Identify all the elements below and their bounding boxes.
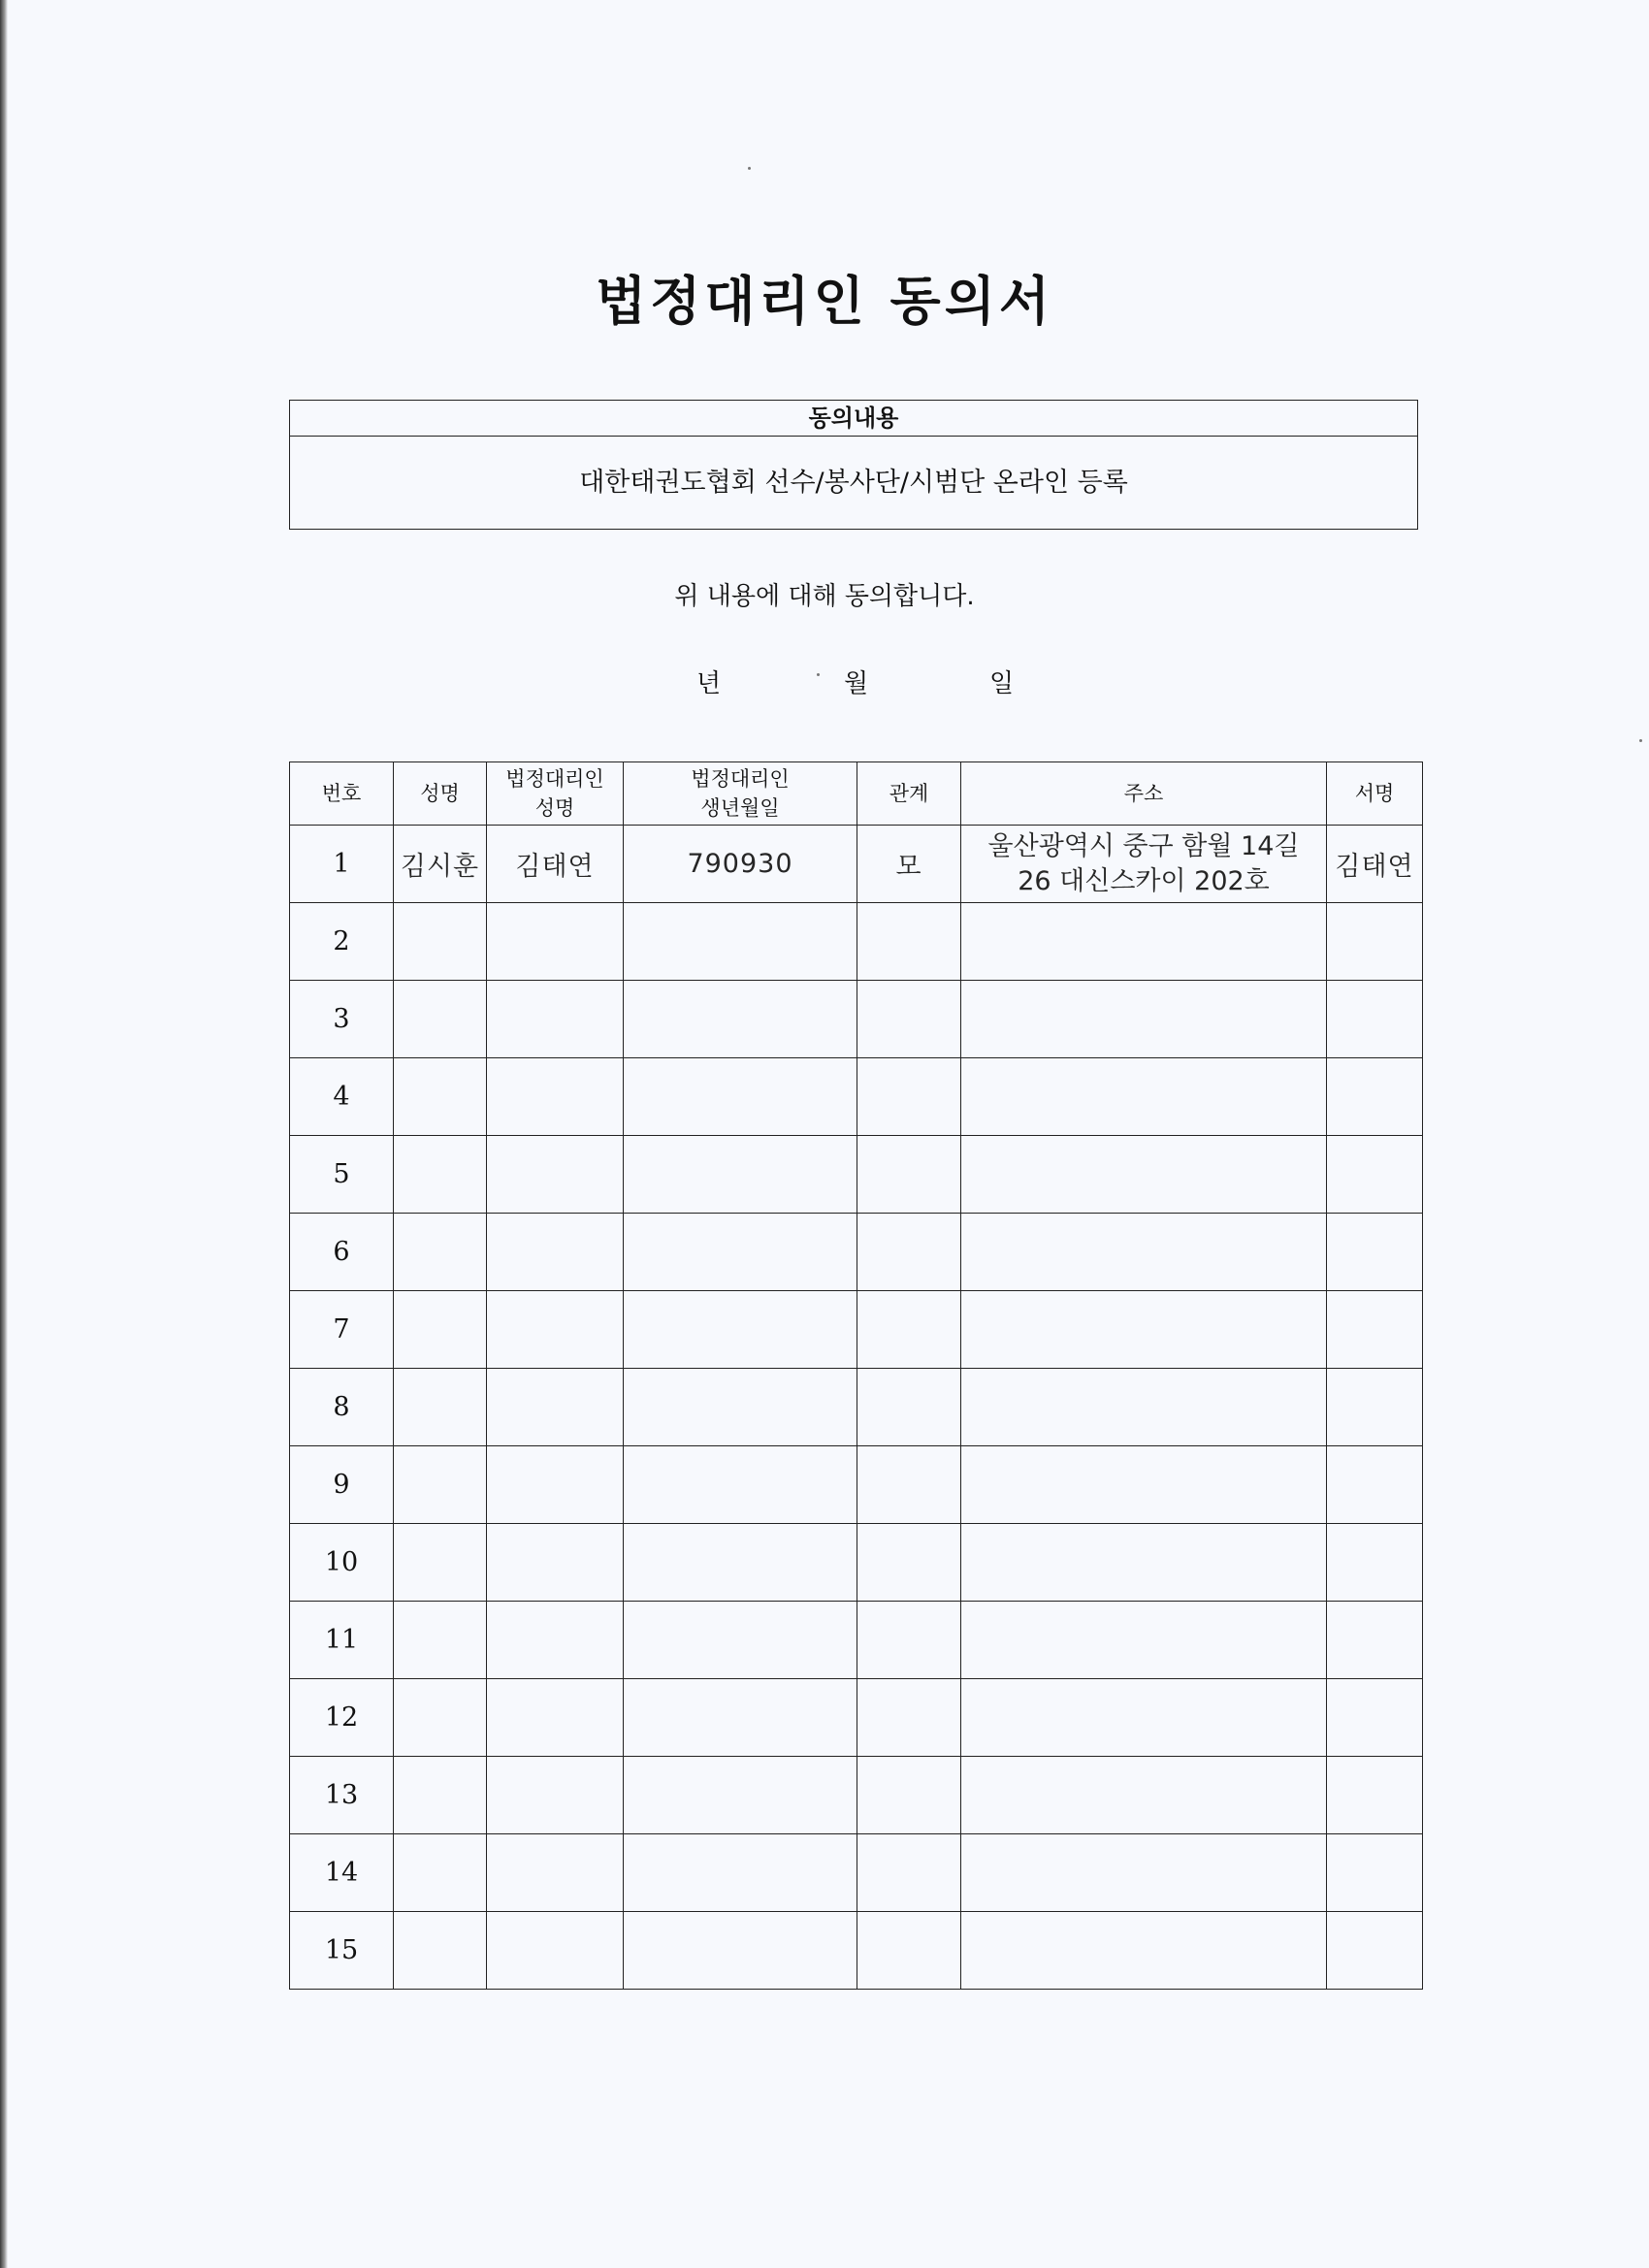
cell-address (961, 1214, 1327, 1291)
cell-signature (1327, 1136, 1423, 1214)
cell-no: 3 (290, 981, 394, 1058)
scan-edge (0, 0, 8, 2268)
cell-no: 11 (290, 1602, 394, 1679)
header-guardian-name (487, 762, 624, 826)
cell-signature (1327, 1446, 1423, 1524)
cell-guardian-birth (624, 1679, 857, 1757)
cell-signature (1327, 1524, 1423, 1602)
cell-name (394, 1912, 487, 1990)
cell-guardian-birth (624, 1291, 857, 1369)
cell-signature (1327, 981, 1423, 1058)
cell-relation (857, 1369, 961, 1446)
cell-name (394, 1058, 487, 1136)
cell-address (961, 826, 1327, 903)
cell-guardian-name (487, 1834, 624, 1912)
header-guardian-name-line2: 성명 (534, 796, 575, 820)
cell-name (394, 1757, 487, 1834)
cell-signature (1327, 1058, 1423, 1136)
cell-signature: 김태연 (1327, 826, 1423, 903)
cell-guardian-birth (624, 903, 857, 981)
header-guardian-birth (624, 762, 857, 826)
cell-guardian-birth (624, 1602, 857, 1679)
table-row (290, 1214, 1423, 1291)
cell-guardian-birth (624, 1757, 857, 1834)
table-row (290, 1602, 1423, 1679)
cell-no: 12 (290, 1679, 394, 1757)
cell-signature (1327, 1912, 1423, 1990)
table-row (290, 903, 1423, 981)
cell-name: 김시훈 (394, 826, 487, 903)
cell-address (961, 903, 1327, 981)
cell-guardian-birth (624, 1912, 857, 1990)
cell-address (961, 1446, 1327, 1524)
consent-body: 대한태권도협회 선수/봉사단/시범단 온라인 등록 (579, 468, 1128, 498)
cell-no: 15 (290, 1912, 394, 1990)
cell-address (961, 1834, 1327, 1912)
cell-relation (857, 1446, 961, 1524)
cell-address (961, 1058, 1327, 1136)
cell-name (394, 1524, 487, 1602)
roster-table (289, 761, 1423, 1990)
table-row (290, 1369, 1423, 1446)
cell-guardian-birth (624, 1058, 857, 1136)
cell-address (961, 1369, 1327, 1446)
cell-address (961, 1602, 1327, 1679)
header-guardian-name-line1: 법정대리인 (505, 767, 604, 791)
table-row (290, 1524, 1423, 1602)
table-row (290, 1912, 1423, 1990)
cell-name (394, 981, 487, 1058)
cell-address (961, 1136, 1327, 1214)
page-title: 법정대리인 동의서 (595, 271, 1054, 332)
table-row (290, 826, 1423, 903)
cell-guardian-birth (624, 1369, 857, 1446)
cell-no: 14 (290, 1834, 394, 1912)
cell-guardian-name (487, 1912, 624, 1990)
cell-signature (1327, 1291, 1423, 1369)
consent-header: 동의내용 (290, 401, 1417, 437)
date-year-label: 년 (696, 669, 722, 698)
cell-address (961, 981, 1327, 1058)
cell-guardian-birth (624, 1834, 857, 1912)
table-row (290, 1757, 1423, 1834)
header-name: 성명 (394, 762, 487, 826)
cell-guardian-birth (624, 1214, 857, 1291)
cell-signature (1327, 1834, 1423, 1912)
cell-name (394, 1291, 487, 1369)
cell-no: 10 (290, 1524, 394, 1602)
cell-no: 7 (290, 1291, 394, 1369)
cell-guardian-name (487, 1757, 624, 1834)
cell-signature (1327, 1679, 1423, 1757)
cell-address (961, 1757, 1327, 1834)
cell-relation (857, 1679, 961, 1757)
cell-name (394, 1834, 487, 1912)
cell-no: 4 (290, 1058, 394, 1136)
cell-no: 5 (290, 1136, 394, 1214)
table-row (290, 1834, 1423, 1912)
cell-signature (1327, 903, 1423, 981)
cell-relation (857, 1214, 961, 1291)
cell-no: 13 (290, 1757, 394, 1834)
cell-relation (857, 1291, 961, 1369)
table-row (290, 1446, 1423, 1524)
cell-guardian-birth (624, 981, 857, 1058)
cell-name (394, 1679, 487, 1757)
cell-relation (857, 1912, 961, 1990)
cell-guardian-name (487, 1136, 624, 1214)
cell-name (394, 903, 487, 981)
cell-relation (857, 1602, 961, 1679)
table-row (290, 981, 1423, 1058)
cell-relation (857, 1136, 961, 1214)
consent-box (289, 400, 1418, 530)
cell-address (961, 1291, 1327, 1369)
cell-guardian-name (487, 1446, 624, 1524)
cell-guardian-name (487, 1679, 624, 1757)
cell-guardian-name (487, 1291, 624, 1369)
date-day-label: 일 (989, 669, 1015, 698)
cell-guardian-birth (624, 1136, 857, 1214)
cell-no: 6 (290, 1214, 394, 1291)
agreement-text: 위 내용에 대해 동의합니다. (674, 582, 975, 611)
header-no: 번호 (290, 762, 394, 826)
cell-relation (857, 1524, 961, 1602)
table-row (290, 1291, 1423, 1369)
header-relation: 관계 (857, 762, 961, 826)
header-address: 주소 (961, 762, 1327, 826)
cell-signature (1327, 1602, 1423, 1679)
cell-address (961, 1912, 1327, 1990)
cell-relation (857, 1757, 961, 1834)
cell-guardian-name (487, 1602, 624, 1679)
cell-guardian-name (487, 1524, 624, 1602)
cell-no: 1 (290, 826, 394, 903)
cell-guardian-name (487, 903, 624, 981)
cell-guardian-birth: 790930 (624, 826, 857, 903)
cell-guardian-name: 김태연 (487, 826, 624, 903)
cell-relation (857, 981, 961, 1058)
cell-guardian-name (487, 1214, 624, 1291)
table-row (290, 1136, 1423, 1214)
cell-name (394, 1136, 487, 1214)
cell-signature (1327, 1214, 1423, 1291)
cell-address (961, 1679, 1327, 1757)
cell-name (394, 1446, 487, 1524)
cell-no: 2 (290, 903, 394, 981)
cell-guardian-birth (624, 1446, 857, 1524)
table-row (290, 1058, 1423, 1136)
header-guardian-birth-line2: 생년월일 (700, 796, 780, 820)
cell-name (394, 1369, 487, 1446)
scan-speck (1639, 739, 1642, 742)
table-row (290, 1679, 1423, 1757)
cell-signature (1327, 1757, 1423, 1834)
header-row (290, 762, 1423, 826)
address-line-2: 26 대신스카이 202호 (1018, 865, 1270, 896)
date-month-label: 월 (844, 669, 869, 698)
address-line-1: 울산광역시 중구 함월 14길 (987, 830, 1300, 861)
cell-guardian-name (487, 1369, 624, 1446)
cell-guardian-name (487, 981, 624, 1058)
scan-speck (817, 673, 820, 676)
cell-no: 9 (290, 1446, 394, 1524)
cell-name (394, 1214, 487, 1291)
cell-signature (1327, 1369, 1423, 1446)
scan-speck (748, 167, 751, 170)
cell-relation: 모 (857, 826, 961, 903)
cell-relation (857, 1058, 961, 1136)
header-signature: 서명 (1327, 762, 1423, 826)
cell-no: 8 (290, 1369, 394, 1446)
cell-relation (857, 903, 961, 981)
header-guardian-birth-line1: 법정대리인 (691, 767, 790, 791)
cell-name (394, 1602, 487, 1679)
cell-guardian-birth (624, 1524, 857, 1602)
cell-relation (857, 1834, 961, 1912)
cell-guardian-name (487, 1058, 624, 1136)
cell-address (961, 1524, 1327, 1602)
